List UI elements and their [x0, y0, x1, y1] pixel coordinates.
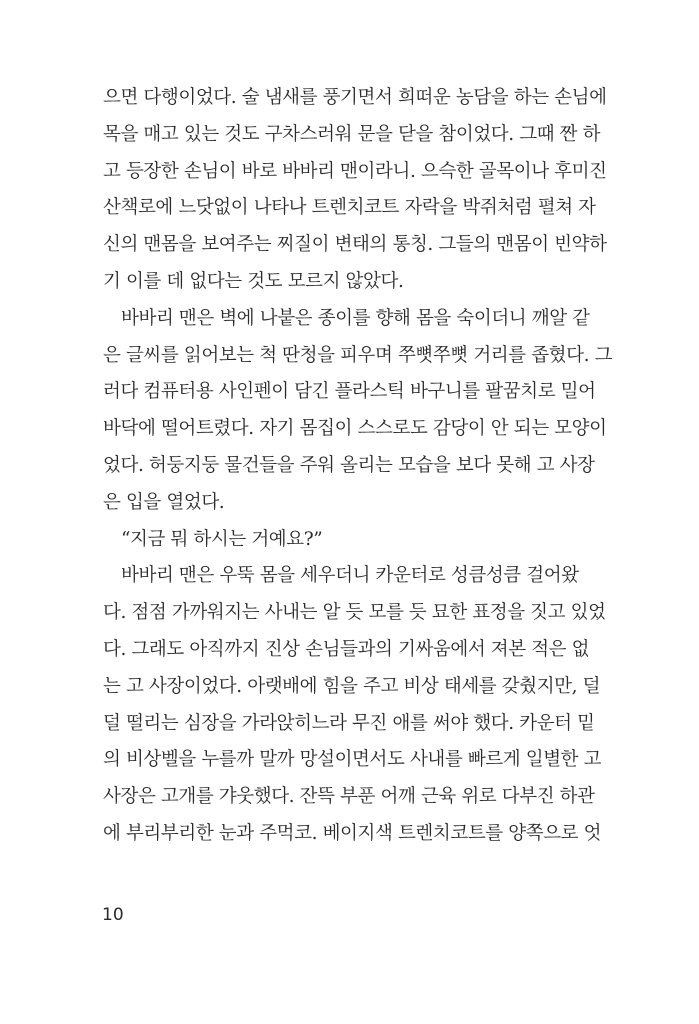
- text-line: 덜 떨리는 심장을 가라앉히느라 무진 애를 써야 했다. 카운터 밑: [103, 712, 595, 734]
- dialogue-line: “지금 뭐 하시는 거예요?”: [121, 528, 323, 550]
- text-line: 는 고 사장이었다. 아랫배에 힘을 주고 비상 태세를 갖췄지만, 덜: [103, 675, 601, 697]
- page-number: 10: [102, 905, 124, 925]
- text-line: 바닥에 떨어트렸다. 자기 몸집이 스스로도 감당이 안 되는 모양이: [103, 418, 607, 440]
- body-text: [103, 80, 613, 853]
- text-line: 기 이를 데 없다는 것도 모르지 않았다.: [103, 270, 404, 292]
- text-line: 목을 매고 있는 것도 구차스러워 문을 닫을 참이었다. 그때 짠 하: [103, 123, 601, 145]
- text-line: 산책로에 느닷없이 나타나 트렌치코트 자락을 박쥐처럼 펼쳐 자: [103, 197, 596, 219]
- text-line: 바바리 맨은 우뚝 몸을 세우더니 카운터로 성큼성큼 걸어왔: [121, 565, 579, 587]
- text-line: 었다. 허둥지둥 물건들을 주워 올리는 모습을 보다 못해 고 사장: [103, 454, 595, 476]
- text-line: 은 입을 열었다.: [103, 491, 225, 513]
- text-line: 신의 맨몸을 보여주는 찌질이 변태의 통칭. 그들의 맨몸이 빈약하: [103, 234, 607, 256]
- text-line: 고 등장한 손님이 바로 바바리 맨이라니. 으슥한 골목이나 후미진: [103, 160, 607, 182]
- text-line: 에 부리부리한 눈과 주먹코. 베이지색 트렌치코트를 양쪽으로 엇: [103, 822, 602, 844]
- text-line: 다. 그래도 아직까지 진상 손님들과의 기싸움에서 져본 적은 없: [103, 638, 590, 660]
- text-line: 바바리 맨은 벽에 나붙은 종이를 향해 몸을 숙이더니 깨알 같: [121, 307, 590, 329]
- text-line: 으면 다행이었다. 술 냄새를 풍기면서 희떠운 농담을 하는 손님에: [103, 87, 607, 108]
- text-line: 다. 점점 가까워지는 사내는 알 듯 모를 듯 묘한 표정을 짓고 있었: [103, 602, 606, 624]
- text-line: 의 비상벨을 누를까 말까 망설이면서도 사내를 빠르게 일별한 고: [103, 749, 602, 771]
- text-line: 사장은 고개를 갸웃했다. 잔뜩 부푼 어깨 근육 위로 다부진 하관: [103, 786, 595, 808]
- text-line: 러다 컴퓨터용 사인펜이 담긴 플라스틱 바구니를 팔꿈치로 밀어: [103, 381, 596, 403]
- text-line: 은 글씨를 읽어보는 척 딴청을 피우며 쭈뼛쭈뼛 거리를 좁혔다. 그: [103, 344, 613, 366]
